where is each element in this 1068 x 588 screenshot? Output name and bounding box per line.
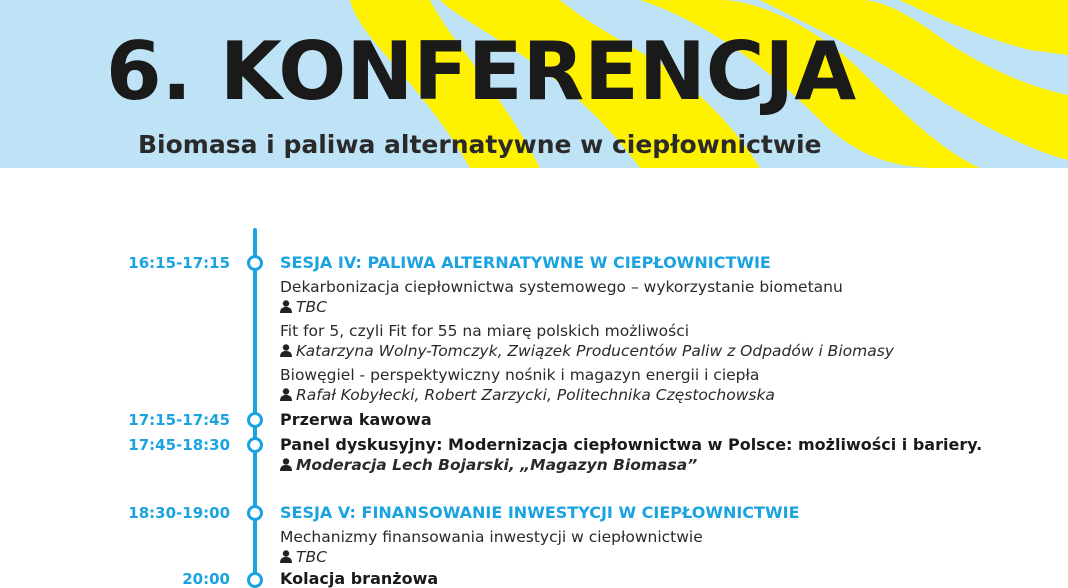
speaker-name: TBC [296,548,327,566]
person-icon [280,550,292,563]
talk-title: Biowęgiel - perspektywiczny nośnik i magazyn energii i ciepła [280,366,760,384]
panel-moderator [280,456,697,474]
conference-subtitle: Biomasa i paliwa alternatywne w ciepłownictwie [138,130,822,159]
time-label: 18:30-19:00 [128,504,230,522]
talk-title: Dekarbonizacja ciepłownictwa systemowego – wykorzystanie biometanu [280,278,843,296]
time-label: 20:00 [182,570,230,588]
timeline-dot [247,412,263,428]
talk-speaker [280,342,894,360]
talk-speaker [280,548,327,566]
timeline-line [253,228,257,588]
speaker-name: TBC [296,298,327,316]
timeline-dot [247,572,263,588]
person-icon [280,388,292,401]
speaker-name: Katarzyna Wolny-Tomczyk, Związek Producentów Paliw z Odpadów i Biomasy [296,342,894,360]
talk-speaker [280,298,327,316]
time-label: 17:45-18:30 [128,436,230,454]
timeline-dot [247,505,263,521]
talk-speaker [280,386,775,404]
session-title: SESJA IV: PALIWA ALTERNATYWNE W CIEPŁOWNICTWIE [280,253,771,272]
header-banner [0,0,1068,168]
talk-title: Fit for 5, czyli Fit for 55 na miarę polskich możliwości [280,322,690,340]
timeline-dot [247,255,263,271]
talk-title: Mechanizmy finansowania inwestycji w ciepłownictwie [280,528,703,546]
event-title: Przerwa kawowa [280,410,432,429]
time-label: 17:15-17:45 [128,411,230,429]
event-title: Kolacja branżowa [280,569,439,588]
session-title: SESJA V: FINANSOWANIE INWESTYCJI W CIEPŁOWNICTWIE [280,503,800,522]
person-icon [280,344,292,357]
person-icon [280,300,292,313]
conference-title: 6. KONFERENCJA [106,25,857,118]
timeline-dot [247,437,263,453]
moderator-name: Moderacja Lech Bojarski, „Magazyn Biomasa” [296,456,698,474]
speaker-name: Rafał Kobyłecki, Robert Zarzycki, Politechnika Częstochowska [296,386,775,404]
time-label: 16:15-17:15 [128,254,230,272]
panel-title: Panel dyskusyjny: Modernizacja ciepłownictwa w Polsce: możliwości i bariery. [280,435,983,454]
person-icon [280,458,292,471]
